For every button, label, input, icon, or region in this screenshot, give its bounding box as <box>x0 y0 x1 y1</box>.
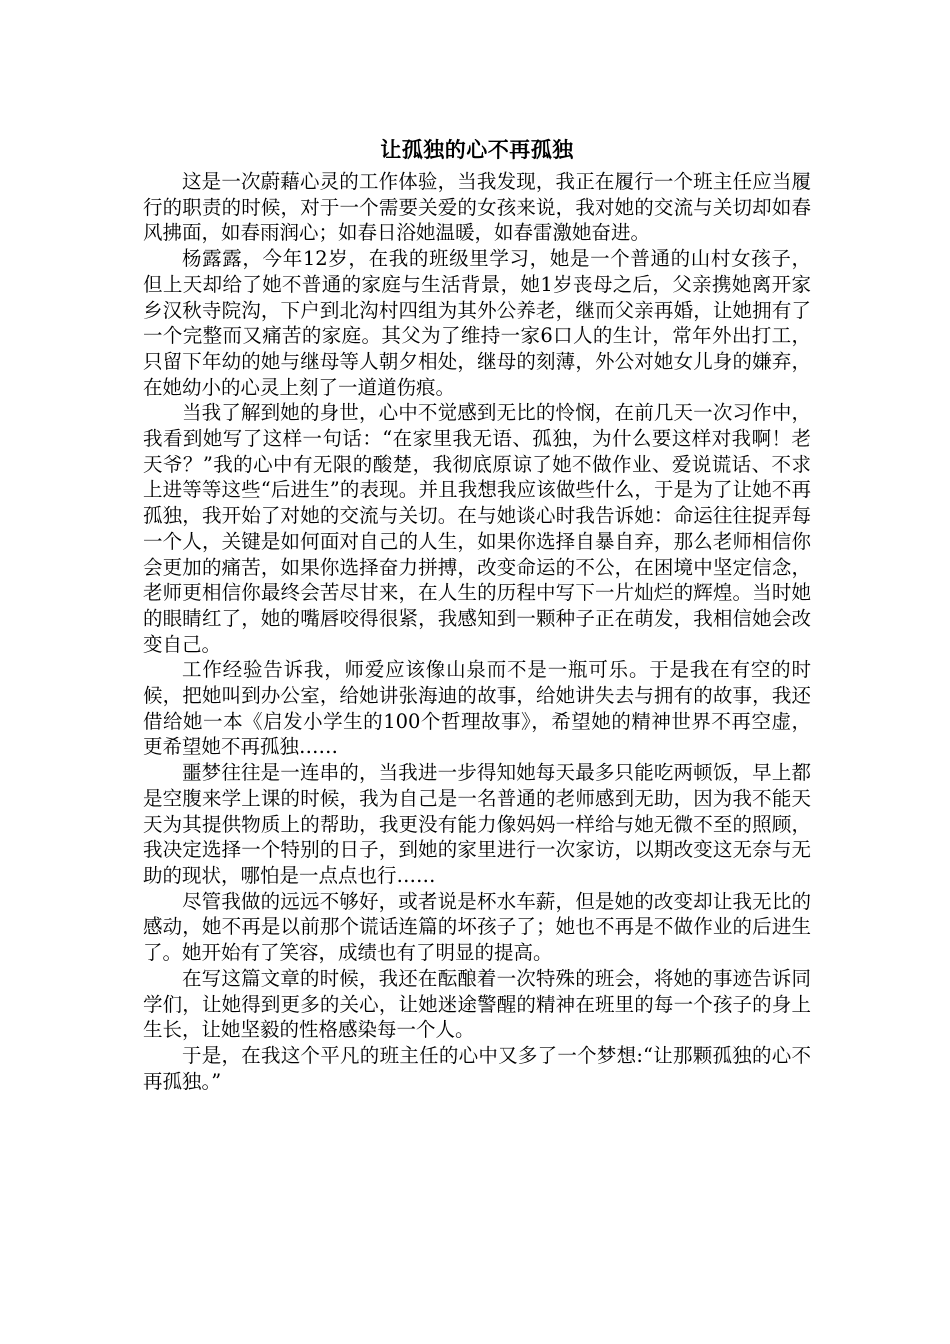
paragraph-home-visit: 噩梦往往是一连串的，当我进一步得知她每天最多只能吃两顿饭，早上都是空腹来学上课的时候，我为自己是一名普通的老师感到无助，因为我不能天天为其提供物质上的帮助，我更没有能力像妈妈一样给与她无微不至的照顾，我决定选择一个特别的日子，到她的家里进行一次家访，以期改变这无奈与无助的现状，哪怕是一点点也行…… <box>143 761 811 887</box>
document-title: 让孤独的心不再孤独 <box>380 137 574 162</box>
paragraph-change: 尽管我做的远远不够好，或者说是杯水车薪，但是她的改变却让我无比的感动，她不再是以前那个谎话连篇的坏孩子了；她也不再是不做作业的后进生了。她开始有了笑容，成绩也有了明显的提高。 <box>143 889 811 965</box>
paragraph-intro: 这是一次蔚藉心灵的工作体验，当我发现，我正在履行一个班主任应当履行的职责的时候，对于一个需要关爱的女孩来说，我对她的交流与关切却如春风拂面，如春雨润心；如春日浴她温暖，如春雷激她奋进。 <box>143 170 811 245</box>
paragraph-conclusion: 于是，在我这个平凡的班主任的心中又多了一个梦想:“让那颗孤独的心不再孤独。” <box>143 1043 811 1093</box>
paragraph-class-meeting: 在写这篇文章的时候，我还在酝酿着一次特殊的班会，将她的事迹告诉同学们，让她得到更多的关心，让她迷途警醒的精神在班里的每一个孩子的身上生长，让她坚毅的性格感染每一个人。 <box>143 966 811 1042</box>
paragraph-conversation: 当我了解到她的身世，心中不觉感到无比的怜悯，在前几天一次习作中，我看到她写了这样一句话：“在家里我无语、孤独，为什么要这样对我啊！老天爷？”我的心中有无限的酸楚，我彻底原谅了她不做作业、爱说谎话、不求上进等等这些“后进生”的表现。并且我想我应该做些什么，于是为了让她不再孤独，我开始了对她的交流与关切。在与她谈心时我告诉她：命运往往捉弄每一个人，关键是如何面对自己的人生，如果你选择自暴自弃，那么老师相信你会更加的痛苦，如果你选择奋力拼搏，改变命运的不公，在困境中坚定信念，老师更相信你最终会苦尽甘来，在人生的历程中写下一片灿烂的辉煌。当时她的眼睛红了，她的嘴唇咬得很紧，我感知到一颗种子正在萌发，我相信她会改变自己。 <box>143 401 811 656</box>
paragraph-experience: 工作经验告诉我，师爱应该像山泉而不是一瓶可乐。于是我在有空的时候，把她叫到办公室，给她讲张海迪的故事，给她讲失去与拥有的故事，我还借给她一本《启发小学生的100个哲理故事》，希望她的精神世界不再空虚，更希望她不再孤独…… <box>143 658 811 759</box>
document-body <box>143 133 811 1094</box>
paragraph-background: 杨露露，今年12岁，在我的班级里学习，她是一个普通的山村女孩子，但上天却给了她不普通的家庭与生活背景，她1岁丧母之后，父亲携她离开家乡汉秋寺院沟，下户到北沟村四组为其外公养老，继而父亲再婚，让她拥有了一个完整而又痛苦的家庭。其父为了维持一家6口人的生计，常年外出打工，只留下年幼的她与继母等人朝夕相处，继母的刻薄，外公对她女儿身的嫌弃，在她幼小的心灵上刻了一道道伤痕。 <box>143 247 811 399</box>
